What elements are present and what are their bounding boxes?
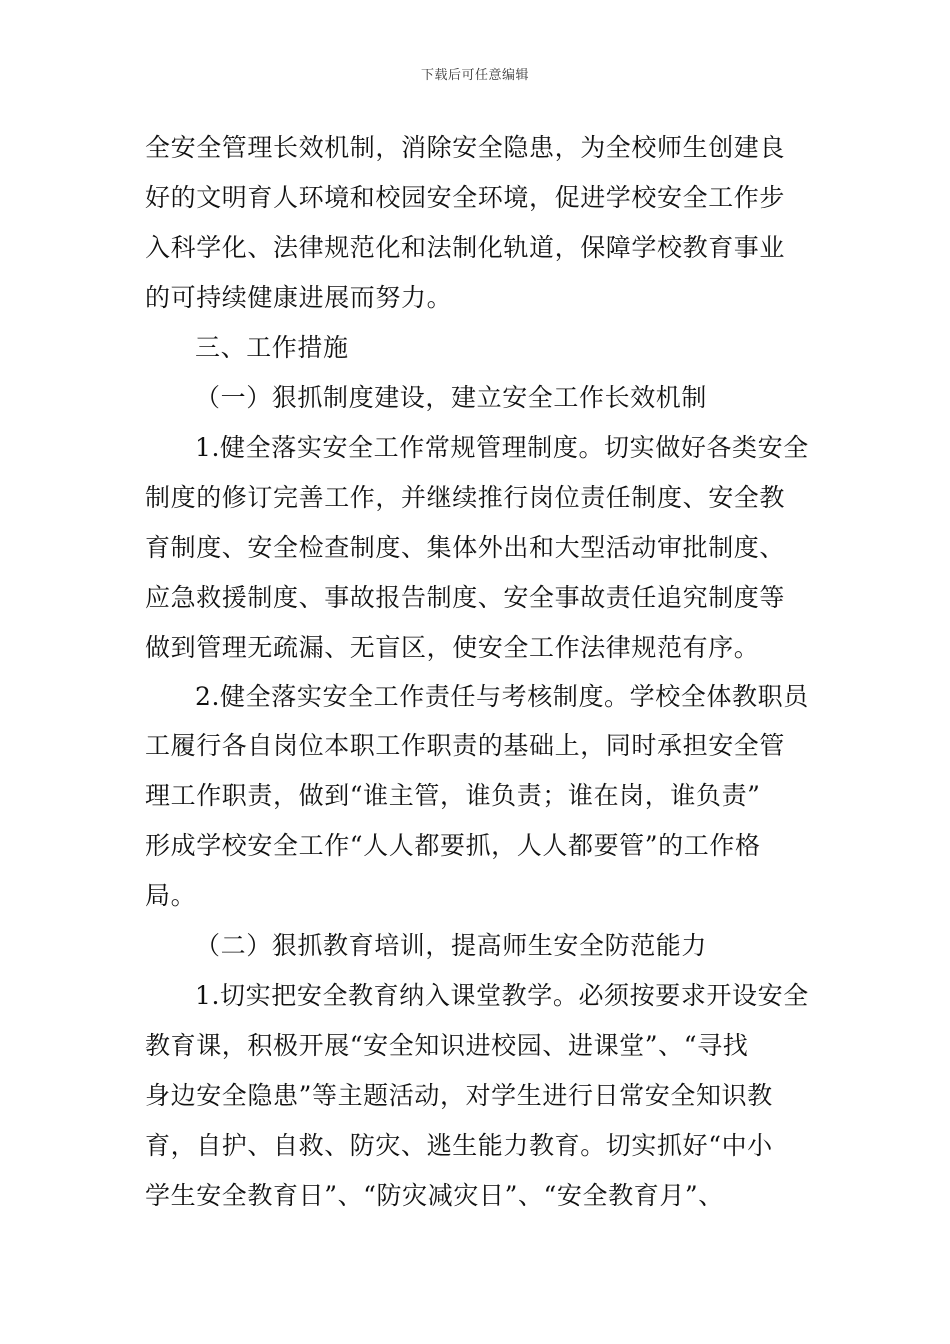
body-line: 育制度、安全检查制度、集体外出和大型活动审批制度、 bbox=[145, 533, 786, 562]
body-line: 的可持续健康进展而努力。 bbox=[145, 283, 453, 312]
section-heading: 三、工作措施 bbox=[195, 333, 349, 362]
body-line: 工履行各自岗位本职工作职责的基础上，同时承担安全管 bbox=[145, 731, 786, 760]
body-line: 应急救援制度、事故报告制度、安全事故责任追究制度等 bbox=[145, 583, 786, 612]
body-line: 形成学校安全工作“人人都要抓，人人都要管”的工作格 bbox=[145, 831, 761, 860]
body-line: 好的文明育人环境和校园安全环境，促进学校安全工作步 bbox=[145, 183, 786, 212]
body-line: 入科学化、法律规范化和法制化轨道，保障学校教育事业 bbox=[145, 233, 786, 262]
body-line: 制度的修订完善工作，并继续推行岗位责任制度、安全教 bbox=[145, 483, 786, 512]
body-line: 理工作职责，做到“谁主管，谁负责；谁在岗，谁负责” bbox=[145, 781, 761, 810]
body-line: 教育课，积极开展“安全知识进校园、进课堂”、“寻找 bbox=[145, 1031, 749, 1060]
body-line: 学生安全教育日”、“防灾减灾日”、“安全教育月”、 bbox=[145, 1181, 724, 1210]
body-line: 育，自护、自救、防灾、逃生能力教育。切实抓好“中小 bbox=[145, 1131, 773, 1160]
body-line: 2.健全落实安全工作责任与考核制度。学校全体教职员 bbox=[195, 682, 809, 711]
page-header: 下载后可任意编辑 bbox=[420, 68, 529, 83]
body-line: 局。 bbox=[145, 881, 197, 910]
body-line: 身边安全隐患”等主题活动，对学生进行日常安全知识教 bbox=[145, 1081, 773, 1110]
subsection-heading: （二）狠抓教育培训，提高师生安全防范能力 bbox=[195, 931, 708, 960]
body-line: 1.切实把安全教育纳入课堂教学。必须按要求开设安全 bbox=[195, 981, 809, 1010]
subsection-heading: （一）狠抓制度建设，建立安全工作长效机制 bbox=[195, 383, 708, 412]
body-line: 全安全管理长效机制，消除安全隐患，为全校师生创建良 bbox=[145, 133, 786, 162]
body-line: 1.健全落实安全工作常规管理制度。切实做好各类安全 bbox=[195, 433, 809, 462]
body-line: 做到管理无疏漏、无盲区，使安全工作法律规范有序。 bbox=[145, 633, 760, 662]
